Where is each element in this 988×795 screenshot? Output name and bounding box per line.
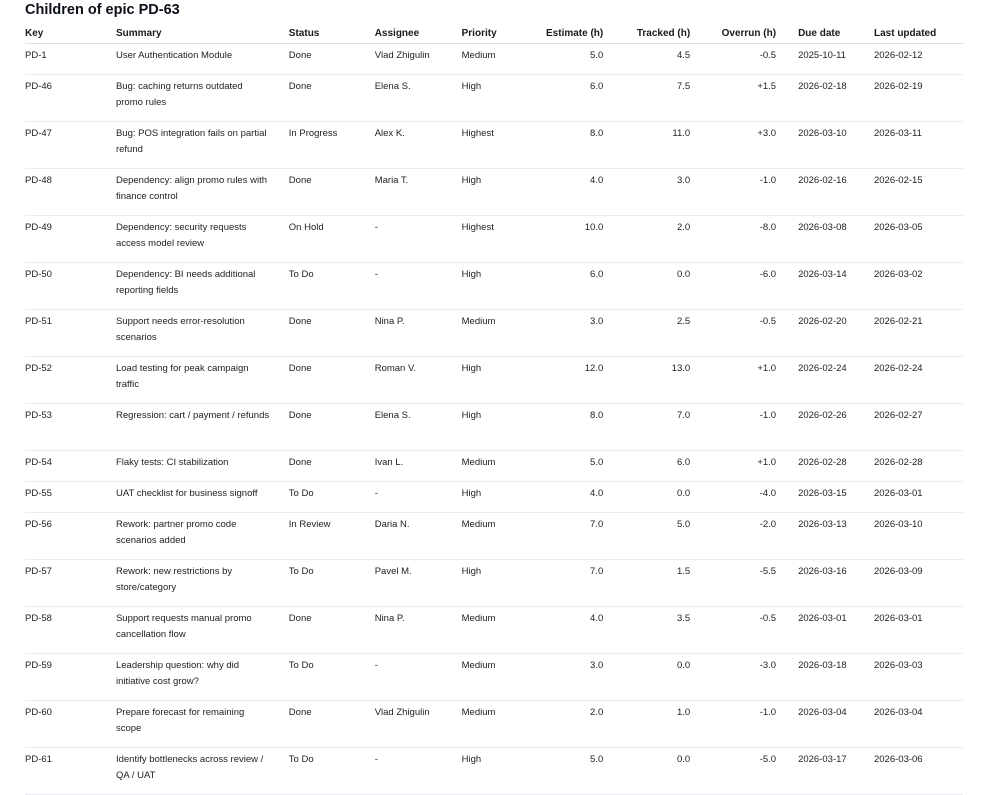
- issue-priority: High: [462, 357, 545, 404]
- issue-status: In Progress: [289, 122, 375, 169]
- issue-tracked: 0.0: [615, 263, 702, 310]
- issue-tracked: 2.5: [615, 310, 702, 357]
- issue-assignee: -: [375, 216, 462, 263]
- issue-priority: Medium: [462, 654, 545, 701]
- issue-tracked: 5.0: [615, 513, 702, 560]
- issue-estimate: 4.0: [545, 607, 616, 654]
- issue-estimate: 5.0: [545, 451, 616, 482]
- issue-key-link[interactable]: PD-55: [25, 482, 116, 513]
- issue-due-date: 2026-03-16: [788, 560, 874, 607]
- issue-summary[interactable]: Bug: caching returns outdated promo rules: [116, 75, 289, 122]
- issue-overrun: +1.5: [702, 75, 788, 122]
- issue-tracked: 11.0: [615, 122, 702, 169]
- issue-overrun: -1.0: [702, 169, 788, 216]
- issue-status: Done: [289, 44, 375, 75]
- issue-due-date: 2026-02-16: [788, 169, 874, 216]
- issue-summary[interactable]: Prepare forecast for remaining scope: [116, 701, 289, 748]
- issue-estimate: 10.0: [545, 216, 616, 263]
- issue-priority: High: [462, 748, 545, 795]
- issue-priority: Highest: [462, 122, 545, 169]
- issue-key-link[interactable]: PD-50: [25, 263, 116, 310]
- issue-due-date: 2026-03-01: [788, 607, 874, 654]
- issue-due-date: 2026-03-17: [788, 748, 874, 795]
- issue-key-link[interactable]: PD-46: [25, 75, 116, 122]
- issue-due-date: 2026-03-04: [788, 701, 874, 748]
- issue-summary[interactable]: Identify bottlenecks across review / QA / UAT: [116, 748, 289, 795]
- issue-tracked: 0.0: [615, 748, 702, 795]
- issue-key-link[interactable]: PD-58: [25, 607, 116, 654]
- page-title: Children of epic PD-63: [25, 2, 180, 18]
- issue-assignee: Elena S.: [375, 75, 462, 122]
- issue-overrun: -0.5: [702, 44, 788, 75]
- table-row[interactable]: [25, 654, 963, 701]
- issue-status: Done: [289, 451, 375, 482]
- issue-tracked: 1.0: [615, 701, 702, 748]
- issue-key-link[interactable]: PD-56: [25, 513, 116, 560]
- issue-summary[interactable]: User Authentication Module: [116, 44, 289, 75]
- issue-status: Done: [289, 701, 375, 748]
- issue-key-link[interactable]: PD-53: [25, 404, 116, 451]
- issue-summary[interactable]: Bug: POS integration fails on partial refund: [116, 122, 289, 169]
- issue-status: Done: [289, 169, 375, 216]
- column-header-estimate[interactable]: Estimate (h): [545, 23, 616, 44]
- issue-due-date: 2026-03-18: [788, 654, 874, 701]
- issue-due-date: 2026-03-14: [788, 263, 874, 310]
- issue-estimate: 5.0: [545, 44, 616, 75]
- issue-priority: High: [462, 404, 545, 451]
- issue-assignee: Elena S.: [375, 404, 462, 451]
- issue-status: To Do: [289, 654, 375, 701]
- issue-overrun: -6.0: [702, 263, 788, 310]
- issue-priority: Medium: [462, 451, 545, 482]
- table-row[interactable]: [25, 310, 963, 357]
- issue-assignee: Maria T.: [375, 169, 462, 216]
- issue-assignee: Nina P.: [375, 310, 462, 357]
- issue-key-link[interactable]: PD-59: [25, 654, 116, 701]
- issue-estimate: 6.0: [545, 263, 616, 310]
- issue-estimate: 5.0: [545, 748, 616, 795]
- issue-overrun: +1.0: [702, 357, 788, 404]
- issue-due-date: 2026-03-13: [788, 513, 874, 560]
- issue-due-date: 2026-03-15: [788, 482, 874, 513]
- issue-assignee: -: [375, 748, 462, 795]
- issue-tracked: 6.0: [615, 451, 702, 482]
- issue-last-updated: 2026-03-02: [874, 263, 963, 310]
- issue-summary[interactable]: Flaky tests: CI stabilization: [116, 451, 289, 482]
- table-row[interactable]: [25, 44, 963, 75]
- issue-status: In Review: [289, 513, 375, 560]
- issue-priority: Medium: [462, 310, 545, 357]
- issue-due-date: 2026-02-24: [788, 357, 874, 404]
- issue-tracked: 3.0: [615, 169, 702, 216]
- column-header-tracked[interactable]: Tracked (h): [615, 23, 702, 44]
- issue-overrun: -1.0: [702, 701, 788, 748]
- issue-last-updated: 2026-03-03: [874, 654, 963, 701]
- issue-key-link[interactable]: PD-47: [25, 122, 116, 169]
- issue-due-date: 2026-03-10: [788, 122, 874, 169]
- column-header-priority[interactable]: Priority: [462, 23, 545, 44]
- column-header-summary[interactable]: Summary: [116, 23, 289, 44]
- column-header-assignee[interactable]: Assignee: [375, 23, 462, 44]
- issue-assignee: -: [375, 482, 462, 513]
- column-header-key[interactable]: Key: [25, 23, 116, 44]
- issue-key-link[interactable]: PD-54: [25, 451, 116, 482]
- issue-priority: Highest: [462, 216, 545, 263]
- issue-summary[interactable]: Support requests manual promo cancellation flow: [116, 607, 289, 654]
- issue-last-updated: 2026-03-05: [874, 216, 963, 263]
- issue-assignee: Alex K.: [375, 122, 462, 169]
- issue-tracked: 1.5: [615, 560, 702, 607]
- table-row[interactable]: [25, 607, 963, 654]
- table-row[interactable]: [25, 451, 963, 482]
- issue-tracked: 2.0: [615, 216, 702, 263]
- issue-priority: High: [462, 169, 545, 216]
- issue-key-link[interactable]: PD-1: [25, 44, 116, 75]
- issue-estimate: 4.0: [545, 169, 616, 216]
- column-header-overrun[interactable]: Overrun (h): [702, 23, 788, 44]
- issue-last-updated: 2026-03-01: [874, 607, 963, 654]
- issue-summary[interactable]: Dependency: align promo rules with finance control: [116, 169, 289, 216]
- issue-last-updated: 2026-02-27: [874, 404, 963, 451]
- issue-last-updated: 2026-02-24: [874, 357, 963, 404]
- column-header-last-updated[interactable]: Last updated: [874, 23, 963, 44]
- issue-last-updated: 2026-02-21: [874, 310, 963, 357]
- issue-summary[interactable]: Dependency: BI needs additional reporting fields: [116, 263, 289, 310]
- issue-tracked: 0.0: [615, 482, 702, 513]
- issue-key-link[interactable]: PD-49: [25, 216, 116, 263]
- issue-estimate: 12.0: [545, 357, 616, 404]
- issue-last-updated: 2026-02-28: [874, 451, 963, 482]
- issue-priority: High: [462, 560, 545, 607]
- table-row[interactable]: [25, 748, 963, 795]
- issue-tracked: 7.0: [615, 404, 702, 451]
- table-row[interactable]: [25, 122, 963, 169]
- issue-assignee: Vlad Zhigulin: [375, 44, 462, 75]
- issue-tracked: 13.0: [615, 357, 702, 404]
- issue-key-link[interactable]: PD-52: [25, 357, 116, 404]
- issue-overrun: -8.0: [702, 216, 788, 263]
- issue-assignee: Daria N.: [375, 513, 462, 560]
- issue-due-date: 2026-02-28: [788, 451, 874, 482]
- issue-key-link[interactable]: PD-57: [25, 560, 116, 607]
- issue-summary[interactable]: Support needs error-resolution scenarios: [116, 310, 289, 357]
- issue-due-date: 2025-10-11: [788, 44, 874, 75]
- issue-overrun: -1.0: [702, 404, 788, 451]
- issue-estimate: 8.0: [545, 404, 616, 451]
- issue-key-link[interactable]: PD-61: [25, 748, 116, 795]
- issue-key-link[interactable]: PD-60: [25, 701, 116, 748]
- table-row[interactable]: [25, 263, 963, 310]
- issue-priority: Medium: [462, 513, 545, 560]
- issue-assignee: -: [375, 263, 462, 310]
- issue-tracked: 0.0: [615, 654, 702, 701]
- issue-overrun: +3.0: [702, 122, 788, 169]
- issue-overrun: -4.0: [702, 482, 788, 513]
- issue-last-updated: 2026-03-10: [874, 513, 963, 560]
- issue-assignee: Vlad Zhigulin: [375, 701, 462, 748]
- issue-status: Done: [289, 607, 375, 654]
- issue-last-updated: 2026-03-06: [874, 748, 963, 795]
- issue-summary[interactable]: Regression: cart / payment / refunds: [116, 404, 289, 451]
- table-row[interactable]: [25, 560, 963, 607]
- issue-due-date: 2026-02-26: [788, 404, 874, 451]
- issue-status: Done: [289, 357, 375, 404]
- issue-overrun: +1.0: [702, 451, 788, 482]
- issue-priority: High: [462, 75, 545, 122]
- issue-summary[interactable]: Load testing for peak campaign traffic: [116, 357, 289, 404]
- issue-due-date: 2026-03-08: [788, 216, 874, 263]
- issue-estimate: 4.0: [545, 482, 616, 513]
- issue-estimate: 7.0: [545, 560, 616, 607]
- issue-last-updated: 2026-03-11: [874, 122, 963, 169]
- issue-overrun: -2.0: [702, 513, 788, 560]
- children-table: [25, 23, 963, 795]
- issue-assignee: Roman V.: [375, 357, 462, 404]
- issue-summary[interactable]: Leadership question: why did initiative cost grow?: [116, 654, 289, 701]
- issue-assignee: Ivan L.: [375, 451, 462, 482]
- issue-overrun: -3.0: [702, 654, 788, 701]
- issue-priority: High: [462, 263, 545, 310]
- issue-summary[interactable]: Rework: partner promo code scenarios added: [116, 513, 289, 560]
- issue-estimate: 7.0: [545, 513, 616, 560]
- table-row[interactable]: [25, 701, 963, 748]
- table-row[interactable]: [25, 75, 963, 122]
- issue-overrun: -5.5: [702, 560, 788, 607]
- column-header-status[interactable]: Status: [289, 23, 375, 44]
- issue-assignee: -: [375, 654, 462, 701]
- issue-key-link[interactable]: PD-48: [25, 169, 116, 216]
- column-header-due-date[interactable]: Due date: [788, 23, 874, 44]
- table-row[interactable]: [25, 216, 963, 263]
- issue-due-date: 2026-02-20: [788, 310, 874, 357]
- issue-last-updated: 2026-02-15: [874, 169, 963, 216]
- issue-last-updated: 2026-02-12: [874, 44, 963, 75]
- issue-priority: Medium: [462, 607, 545, 654]
- issue-status: On Hold: [289, 216, 375, 263]
- issue-summary[interactable]: UAT checklist for business signoff: [116, 482, 289, 513]
- issue-overrun: -5.0: [702, 748, 788, 795]
- table-row[interactable]: [25, 482, 963, 513]
- issue-status: Done: [289, 75, 375, 122]
- issue-status: To Do: [289, 748, 375, 795]
- table-row[interactable]: [25, 404, 963, 451]
- issue-priority: Medium: [462, 44, 545, 75]
- issue-due-date: 2026-02-18: [788, 75, 874, 122]
- table-row[interactable]: [25, 169, 963, 216]
- issue-last-updated: 2026-03-04: [874, 701, 963, 748]
- issue-tracked: 7.5: [615, 75, 702, 122]
- issue-key-link[interactable]: PD-51: [25, 310, 116, 357]
- issue-overrun: -0.5: [702, 607, 788, 654]
- issue-last-updated: 2026-02-19: [874, 75, 963, 122]
- table-row[interactable]: [25, 513, 963, 560]
- issue-last-updated: 2026-03-01: [874, 482, 963, 513]
- table-header-row: [25, 23, 963, 44]
- issue-assignee: Nina P.: [375, 607, 462, 654]
- issue-tracked: 4.5: [615, 44, 702, 75]
- issue-priority: High: [462, 482, 545, 513]
- issue-summary[interactable]: Dependency: security requests access model review: [116, 216, 289, 263]
- issue-summary[interactable]: Rework: new restrictions by store/category: [116, 560, 289, 607]
- issue-last-updated: 2026-03-09: [874, 560, 963, 607]
- issue-estimate: 3.0: [545, 654, 616, 701]
- issue-status: Done: [289, 310, 375, 357]
- table-row[interactable]: [25, 357, 963, 404]
- issue-assignee: Pavel M.: [375, 560, 462, 607]
- issue-status: To Do: [289, 263, 375, 310]
- issue-estimate: 6.0: [545, 75, 616, 122]
- issue-tracked: 3.5: [615, 607, 702, 654]
- issue-overrun: -0.5: [702, 310, 788, 357]
- issue-estimate: 3.0: [545, 310, 616, 357]
- issue-estimate: 8.0: [545, 122, 616, 169]
- issue-estimate: 2.0: [545, 701, 616, 748]
- issue-status: To Do: [289, 482, 375, 513]
- issue-status: To Do: [289, 560, 375, 607]
- issue-priority: Medium: [462, 701, 545, 748]
- issue-status: Done: [289, 404, 375, 451]
